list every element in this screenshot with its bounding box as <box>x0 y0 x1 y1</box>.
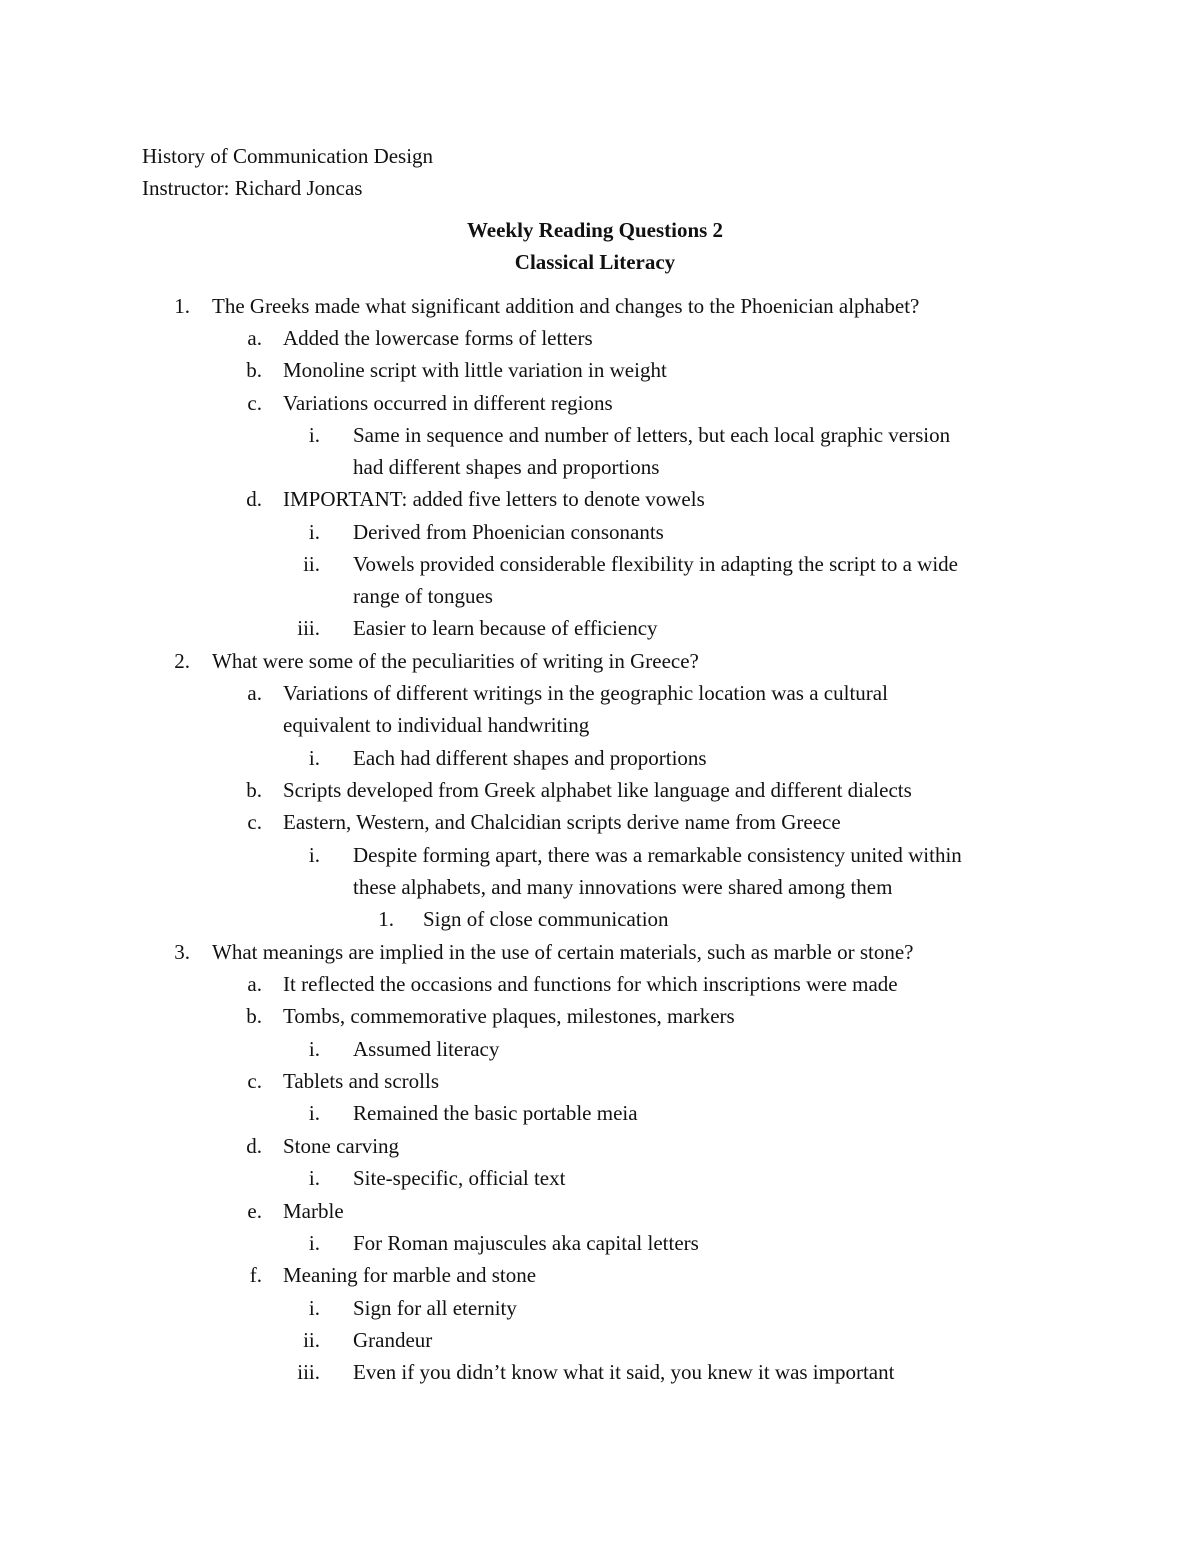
item-text: Even if you didn’t know what it said, you knew it was important <box>353 1360 895 1384</box>
item-text: Marble <box>283 1199 344 1223</box>
item-text: Scripts developed from Greek alphabet like language and different dialects <box>283 778 912 802</box>
item-text: Site-specific, official text <box>353 1166 566 1190</box>
item-marker: b. <box>246 778 262 802</box>
item-marker: i. <box>308 1296 320 1320</box>
item-marker: iii. <box>297 1360 320 1384</box>
item-text: had different shapes and proportions <box>353 455 660 479</box>
item-text: equivalent to individual handwriting <box>283 713 590 737</box>
item-marker: i. <box>308 1101 320 1125</box>
item-marker: 3. <box>174 940 190 964</box>
item-text: What were some of the peculiarities of writing in Greece? <box>212 649 699 673</box>
item-text: Sign of close communication <box>423 907 669 931</box>
item-marker: c. <box>247 810 262 834</box>
item-marker: i. <box>308 1231 320 1255</box>
item-text: Variations occurred in different regions <box>283 391 613 415</box>
item-text: Assumed literacy <box>353 1037 500 1061</box>
document-title: Weekly Reading Questions 2 <box>466 218 724 242</box>
item-text: Eastern, Western, and Chalcidian scripts derive name from Greece <box>283 810 841 834</box>
item-marker: d. <box>246 1134 262 1158</box>
item-marker: i. <box>308 1166 320 1190</box>
item-marker: ii. <box>303 1328 320 1352</box>
item-marker: e. <box>247 1199 262 1223</box>
item-text: Grandeur <box>353 1328 433 1352</box>
item-marker: b. <box>246 1004 262 1028</box>
item-text: Variations of different writings in the geographic location was a cultural <box>283 681 888 705</box>
item-text: Each had different shapes and proportions <box>353 746 707 770</box>
item-marker: c. <box>247 1069 262 1093</box>
item-text: Remained the basic portable meia <box>353 1101 638 1125</box>
course-title: History of Communication Design <box>142 144 434 168</box>
item-text: What meanings are implied in the use of certain materials, such as marble or stone? <box>212 940 914 964</box>
item-marker: b. <box>246 358 262 382</box>
item-text: For Roman majuscules aka capital letters <box>353 1231 699 1255</box>
item-text: Monoline script with little variation in weight <box>283 358 667 382</box>
item-marker: a. <box>247 326 262 350</box>
item-text: IMPORTANT: added five letters to denote vowels <box>283 487 705 511</box>
item-text: Derived from Phoenician consonants <box>353 520 664 544</box>
item-marker: f. <box>249 1263 262 1287</box>
item-marker: a. <box>247 972 262 996</box>
item-marker: i. <box>308 423 320 447</box>
item-text: Stone carving <box>283 1134 400 1158</box>
item-text: these alphabets, and many innovations were shared among them <box>353 875 893 899</box>
item-text: range of tongues <box>353 584 493 608</box>
instructor-line: Instructor: Richard Joncas <box>142 176 363 200</box>
item-marker: i. <box>308 520 320 544</box>
item-marker: 1. <box>174 294 190 318</box>
item-text: Sign for all eternity <box>353 1296 517 1320</box>
item-marker: ii. <box>303 552 320 576</box>
item-text: The Greeks made what significant addition and changes to the Phoenician alphabet? <box>212 294 920 318</box>
item-text: Added the lowercase forms of letters <box>283 326 593 350</box>
item-text: Despite forming apart, there was a remarkable consistency united within <box>353 843 962 867</box>
item-marker: c. <box>247 391 262 415</box>
item-text: Tablets and scrolls <box>283 1069 439 1093</box>
item-marker: 2. <box>174 649 190 673</box>
item-text: Vowels provided considerable flexibility in adapting the script to a wide <box>353 552 958 576</box>
item-text: Meaning for marble and stone <box>283 1263 537 1287</box>
item-text: Tombs, commemorative plaques, milestones, markers <box>283 1004 735 1028</box>
item-marker: a. <box>247 681 262 705</box>
item-text: Same in sequence and number of letters, but each local graphic version <box>353 423 951 447</box>
item-marker: i. <box>308 1037 320 1061</box>
item-marker: d. <box>246 487 262 511</box>
item-text: It reflected the occasions and functions for which inscriptions were made <box>283 972 898 996</box>
document-subtitle: Classical Literacy <box>514 250 676 274</box>
item-marker: i. <box>308 843 320 867</box>
item-marker: 1. <box>378 907 394 931</box>
item-marker: i. <box>308 746 320 770</box>
item-marker: iii. <box>297 616 320 640</box>
item-text: Easier to learn because of efficiency <box>353 616 658 640</box>
